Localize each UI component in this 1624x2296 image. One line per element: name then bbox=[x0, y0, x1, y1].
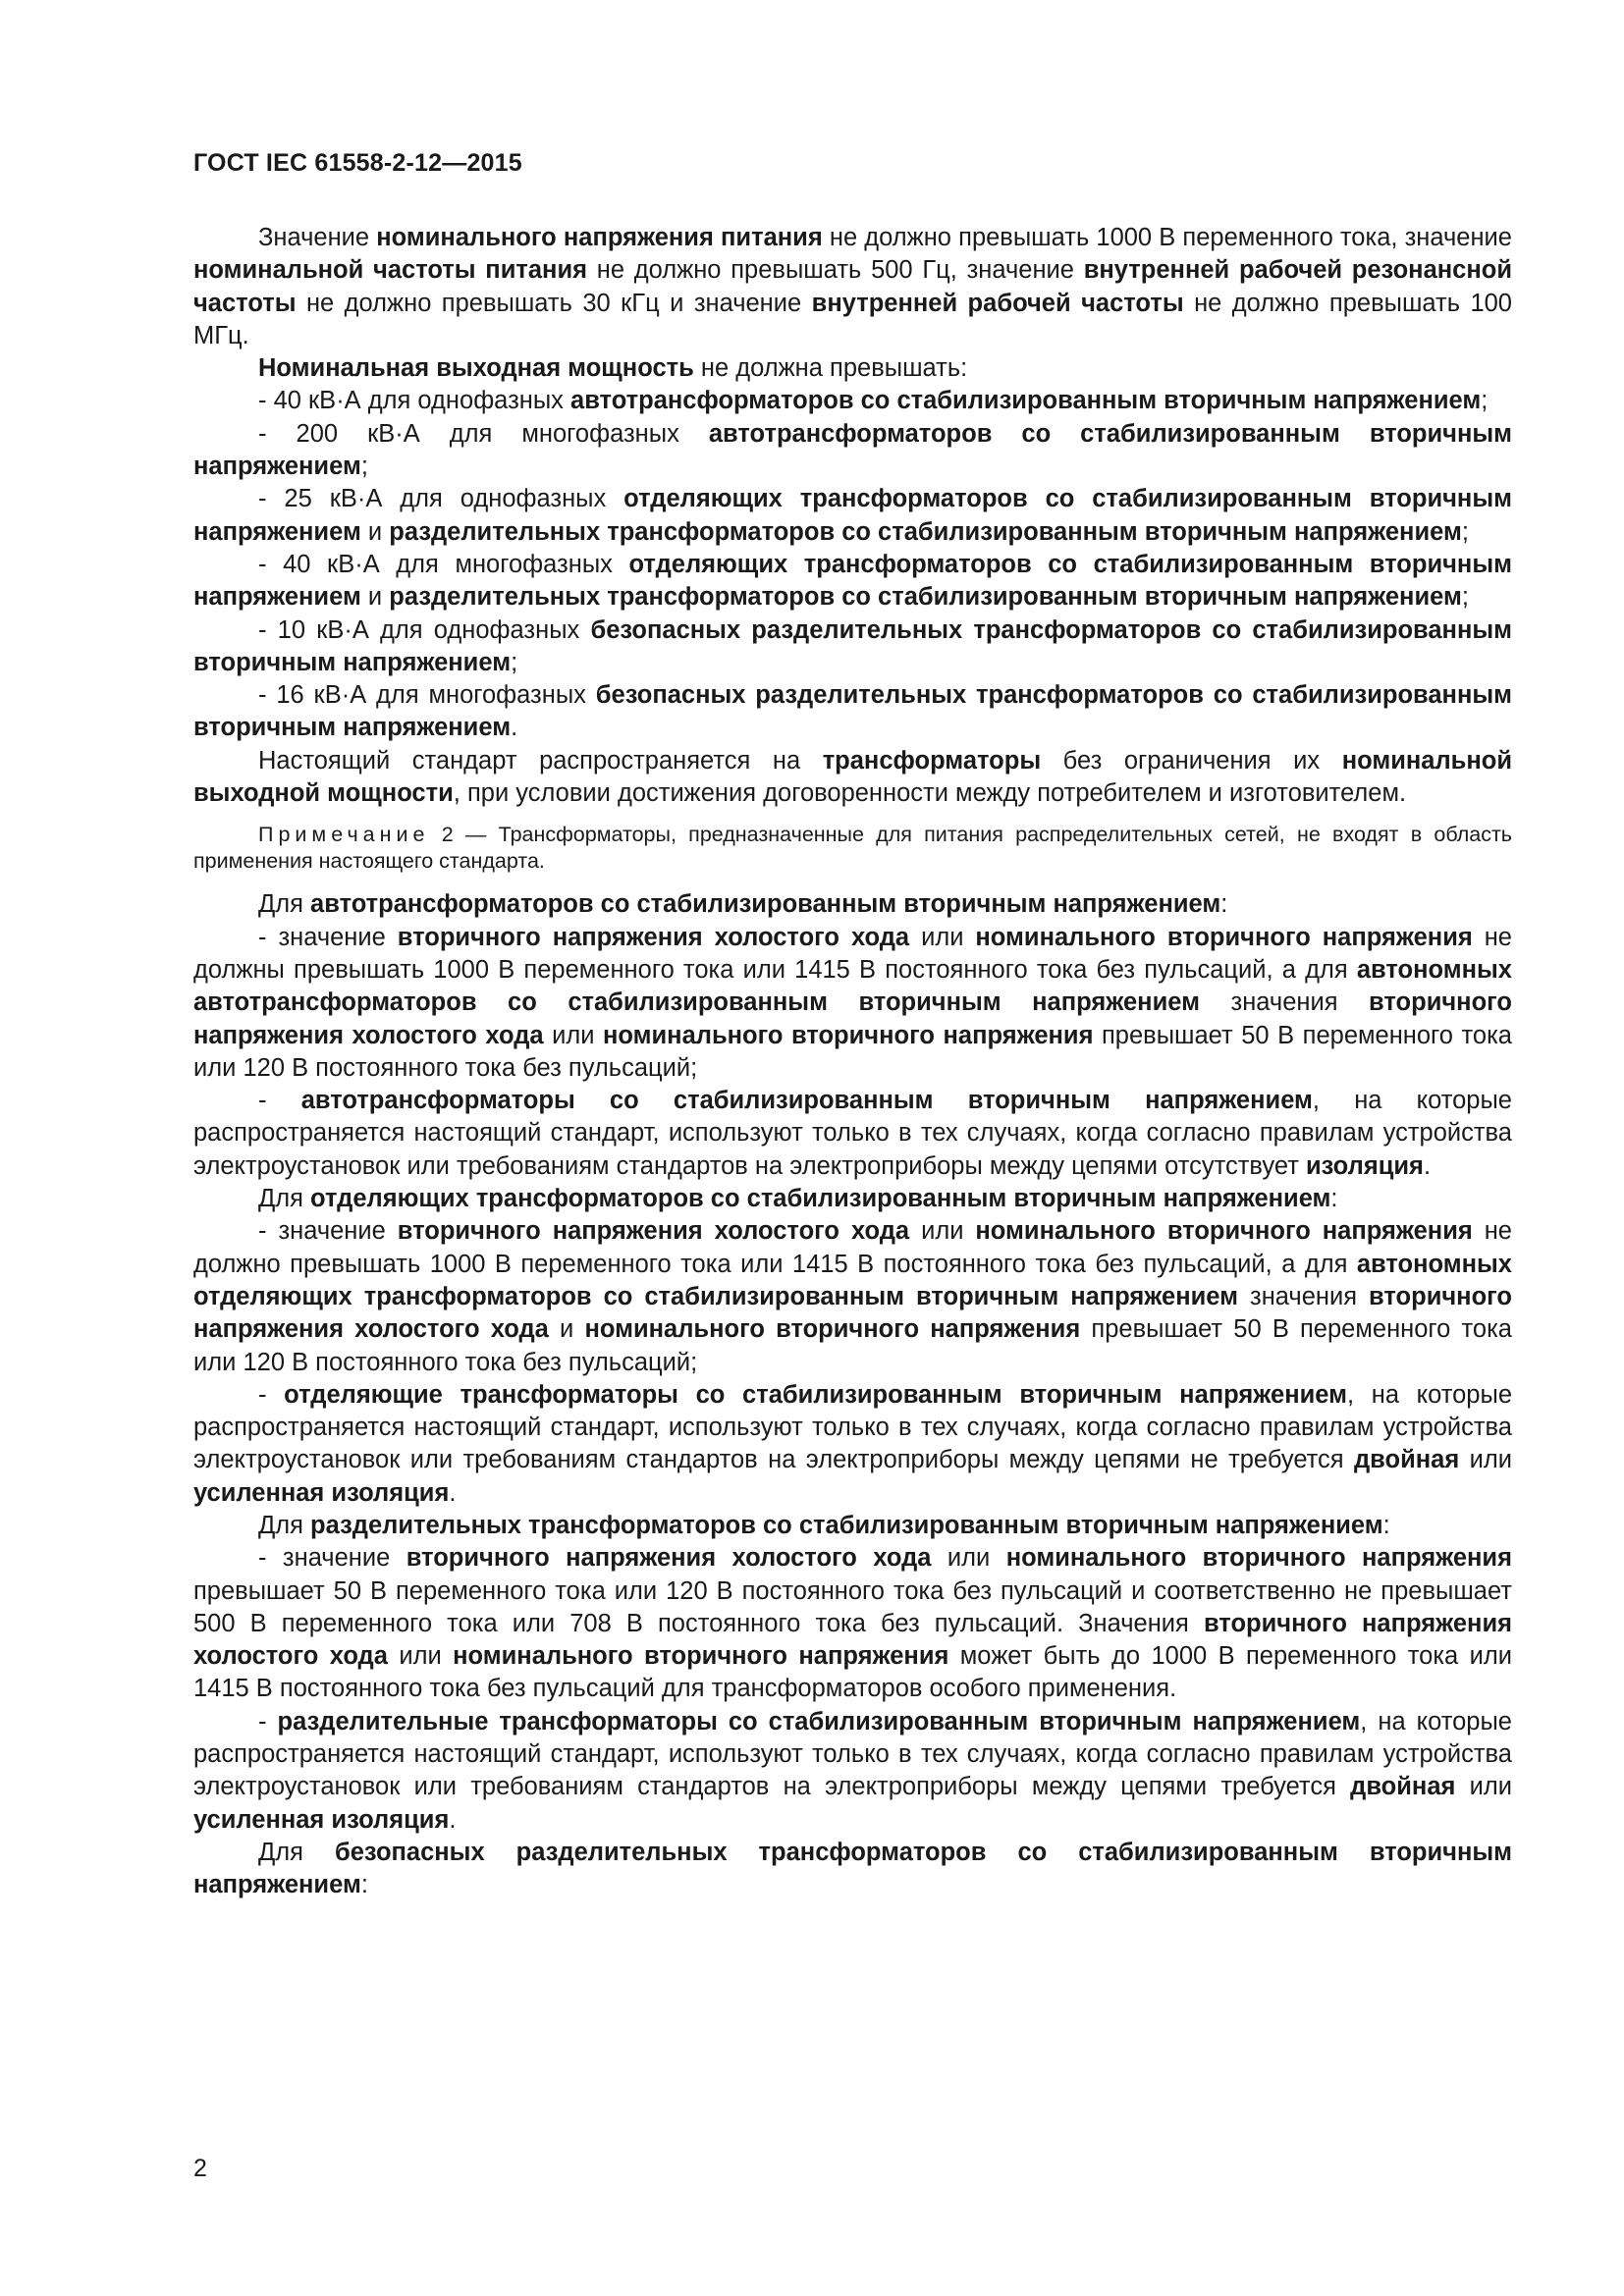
paragraph bbox=[193, 549, 1512, 614]
text-run: , на которые распространяется настоящий стандарт, используют только в тех случаях, когда согласно правилам устройства электроустановок или требованиям стандартов на электроприборы между цепями требуется bbox=[193, 1707, 1512, 1801]
bold-term: двойная bbox=[1350, 1773, 1456, 1801]
bold-term: автотрансформаторов со стабилизированным вторичным напряжением bbox=[310, 890, 1221, 919]
text-run: ; bbox=[511, 648, 518, 676]
text-run: превышает 50 В переменного тока или 120 В постоянного тока без пульсаций и соответственно не превышает 500 В переменного тока или 708 В постоянного тока без пульсаций. Значения bbox=[193, 1576, 1512, 1637]
paragraph bbox=[193, 614, 1512, 680]
text-run: - значение bbox=[258, 1217, 398, 1246]
bold-term: автономных автотрансформаторов со стабилизированным вторичным напряжением bbox=[193, 955, 1512, 1017]
text-run: или bbox=[543, 1021, 603, 1049]
bold-term: отделяющие трансформаторы со стабилизированным вторичным напряжением bbox=[284, 1380, 1347, 1409]
note-paragraph bbox=[193, 822, 1512, 875]
text-run: : bbox=[1382, 1511, 1390, 1539]
bold-term: изоляция bbox=[1305, 1151, 1424, 1180]
bold-term: Номинальная выходная мощность bbox=[258, 354, 694, 383]
text-run: ; bbox=[1461, 583, 1469, 612]
text-run: Для bbox=[258, 1185, 311, 1213]
text-run: . bbox=[449, 1805, 457, 1834]
bold-term: внутренней рабочей резонансной частоты bbox=[193, 256, 1512, 317]
bold-term: трансформаторы bbox=[822, 746, 1042, 774]
document-body bbox=[193, 222, 1512, 1902]
text-run: превышает 50 В переменного тока или 120 В постоянного тока без пульсаций; bbox=[193, 1021, 1512, 1082]
bold-term: номинальной частоты питания bbox=[193, 256, 588, 285]
text-run: ; bbox=[360, 453, 368, 481]
text-run: и bbox=[548, 1315, 585, 1344]
text-run: Для bbox=[258, 1511, 311, 1539]
bold-term: разделительных трансформаторов со стабилизированным вторичным напряжением bbox=[389, 517, 1462, 546]
paragraph bbox=[193, 1706, 1512, 1837]
bold-term: автономных отделяющих трансформаторов со стабилизированным вторичным напряжением bbox=[193, 1250, 1512, 1310]
bold-term: номинального напряжения питания bbox=[376, 224, 823, 251]
bold-term: автотрансформаторов со стабилизированным вторичным напряжением bbox=[570, 387, 1482, 415]
text-run: : bbox=[1330, 1185, 1338, 1213]
text-run: или bbox=[387, 1642, 454, 1671]
paragraph bbox=[193, 888, 1512, 921]
bold-term: разделительных трансформаторов со стабилизированным вторичным напряжением bbox=[389, 583, 1462, 612]
text-run: - значение bbox=[258, 923, 398, 951]
bold-term: отделяющих трансформаторов со стабилизированным вторичным напряжением bbox=[193, 550, 1512, 612]
text-run: - значение bbox=[258, 1544, 406, 1573]
text-run: . bbox=[449, 1478, 457, 1507]
paragraph bbox=[193, 1837, 1512, 1902]
paragraph bbox=[193, 1379, 1512, 1510]
text-run: или bbox=[909, 923, 976, 951]
text-run: может быть до 1000 В переменного тока или 1415 В постоянного тока без пульсаций для трансформаторов особого применения. bbox=[193, 1642, 1512, 1703]
page-number: 2 bbox=[193, 2155, 207, 2182]
text-run: : bbox=[1220, 890, 1228, 919]
bold-term: автотрансформаторов со стабилизированным вторичным напряжением bbox=[193, 419, 1513, 481]
bold-term: номинального вторичного напряжения bbox=[602, 1021, 1094, 1049]
paragraph bbox=[193, 352, 1512, 385]
bold-term: вторичного напряжения холостого хода bbox=[406, 1544, 932, 1573]
paragraph bbox=[193, 418, 1512, 484]
note-label: Примечание bbox=[258, 823, 430, 847]
text-run: , на которые распространяется настоящий стандарт, используют только в тех случаях, когда согласно правилам устройства электроустановок или требованиям стандартов на электроприборы между цепями отсутствует bbox=[193, 1087, 1512, 1180]
bold-term: безопасных разделительных трансформаторов со стабилизированным вторичным напряжением bbox=[193, 681, 1512, 742]
text-run: , на которые распространяется настоящий стандарт, используют только в тех случаях, когда согласно правилам устройства электроустановок или требованиям стандартов на электроприборы между цепями не требуется bbox=[193, 1380, 1512, 1474]
text-run: , при условии достижения договоренности между потребителем и изготовителем. bbox=[453, 779, 1407, 808]
bold-term: номинального вторичного напряжения bbox=[1005, 1544, 1512, 1573]
bold-term: отделяющих трансформаторов со стабилизированным вторичным напряжением bbox=[310, 1185, 1331, 1213]
text-run: значения bbox=[1199, 988, 1370, 1017]
bold-term: отделяющих трансформаторов со стабилизированным вторичным напряжением bbox=[193, 485, 1512, 546]
paragraph bbox=[193, 483, 1512, 549]
text-run: ; bbox=[1461, 517, 1469, 546]
text-run: не должна превышать: bbox=[693, 354, 968, 383]
paragraph bbox=[193, 745, 1512, 811]
bold-term: внутренней рабочей частоты bbox=[811, 289, 1184, 317]
text-run: Для bbox=[258, 890, 311, 919]
paragraph bbox=[193, 1215, 1512, 1378]
bold-term: безопасных разделительных трансформаторов со стабилизированным вторичным напряжением bbox=[193, 615, 1512, 676]
text-run: - 25 кВ·А для однофазных bbox=[258, 485, 624, 513]
paragraph bbox=[193, 222, 1512, 352]
text-run: : bbox=[360, 1871, 368, 1899]
text-run: ; bbox=[1481, 387, 1489, 415]
text-run: и bbox=[360, 517, 390, 546]
bold-term: номинального вторичного напряжения bbox=[584, 1315, 1081, 1344]
bold-term: автотрансформаторы со стабилизированным вторичным напряжением bbox=[300, 1087, 1313, 1115]
text-run: Значение bbox=[258, 224, 377, 251]
paragraph bbox=[193, 679, 1512, 745]
text-run: - bbox=[258, 1707, 278, 1735]
paragraph bbox=[193, 1085, 1512, 1183]
bold-term: вторичного напряжения холостого хода bbox=[193, 1282, 1513, 1344]
text-run: не должно превышать 30 кГц и значение bbox=[296, 289, 812, 317]
bold-term: разделительных трансформаторов со стабилизированным вторичным напряжением bbox=[310, 1511, 1383, 1539]
text-run: значения bbox=[1238, 1282, 1370, 1310]
bold-term: двойная bbox=[1354, 1446, 1460, 1474]
bold-term: усиленная изоляция bbox=[193, 1805, 450, 1834]
text-run: не должны превышать 1000 В переменного тока или 1415 В постоянного тока без пульсаций, а для bbox=[193, 923, 1512, 984]
text-run: - 10 кВ·А для однофазных bbox=[258, 615, 591, 644]
text-run: . bbox=[1423, 1151, 1432, 1180]
text-run: или bbox=[1459, 1446, 1512, 1474]
bold-term: вторичного напряжения холостого хода bbox=[193, 988, 1513, 1049]
text-run: - bbox=[258, 1087, 301, 1115]
text-run: - 40 кВ·А для многофазных bbox=[258, 550, 629, 578]
bold-term: разделительные трансформаторы со стабилизированным вторичным напряжением bbox=[277, 1707, 1361, 1735]
text-run: не должно превышать 1000 В переменного тока или 1415 В постоянного тока без пульсаций, а для bbox=[193, 1217, 1512, 1278]
text-run: без ограничения их bbox=[1041, 746, 1342, 774]
paragraph bbox=[193, 922, 1512, 1085]
text-run: и bbox=[360, 583, 390, 612]
text-run: или bbox=[931, 1544, 1006, 1573]
paragraph bbox=[193, 1510, 1512, 1542]
bold-term: номинальной выходной мощности bbox=[193, 746, 1512, 808]
text-run: . bbox=[511, 714, 518, 742]
text-run: не должно превышать 100 МГц. bbox=[193, 289, 1512, 349]
document-header: ГОСТ IEC 61558-2-12—2015 bbox=[193, 149, 522, 177]
bold-term: безопасных разделительных трансформаторов со стабилизированным вторичным напряжением bbox=[193, 1838, 1513, 1899]
bold-term: вторичного напряжения холостого хода bbox=[193, 1609, 1513, 1671]
bold-term: усиленная изоляция bbox=[193, 1478, 450, 1507]
bold-term: номинального вторичного напряжения bbox=[453, 1642, 949, 1671]
text-run: или bbox=[909, 1217, 976, 1246]
text-run: или bbox=[1455, 1773, 1513, 1801]
text-run: 2 — Трансформаторы, предназначенные для питания распределительных сетей, не входят в область применения настоящего стандарта. bbox=[193, 823, 1512, 874]
text-run: - 16 кВ·А для многофазных bbox=[258, 681, 596, 710]
text-run: Настоящий стандарт распространяется на bbox=[258, 746, 823, 774]
bold-term: номинального вторичного напряжения bbox=[975, 923, 1473, 951]
bold-term: вторичного напряжения холостого хода bbox=[397, 923, 910, 951]
bold-term: номинального вторичного напряжения bbox=[975, 1217, 1473, 1246]
text-run: Для bbox=[258, 1838, 335, 1866]
paragraph bbox=[193, 385, 1512, 417]
text-run: не должно превышать 500 Гц, значение bbox=[587, 256, 1084, 285]
text-run: - 200 кВ·А для многофазных bbox=[258, 419, 709, 448]
paragraph bbox=[193, 1183, 1512, 1215]
text-run: - bbox=[258, 1380, 285, 1409]
bold-term: вторичного напряжения холостого хода bbox=[397, 1217, 910, 1246]
text-run: - 40 кВ·А для однофазных bbox=[258, 387, 571, 415]
text-run: не должно превышать 1000 В переменного тока, значение bbox=[822, 224, 1512, 251]
text-run: превышает 50 В переменного тока или 120 В постоянного тока без пульсаций; bbox=[193, 1315, 1512, 1376]
paragraph bbox=[193, 1542, 1512, 1705]
